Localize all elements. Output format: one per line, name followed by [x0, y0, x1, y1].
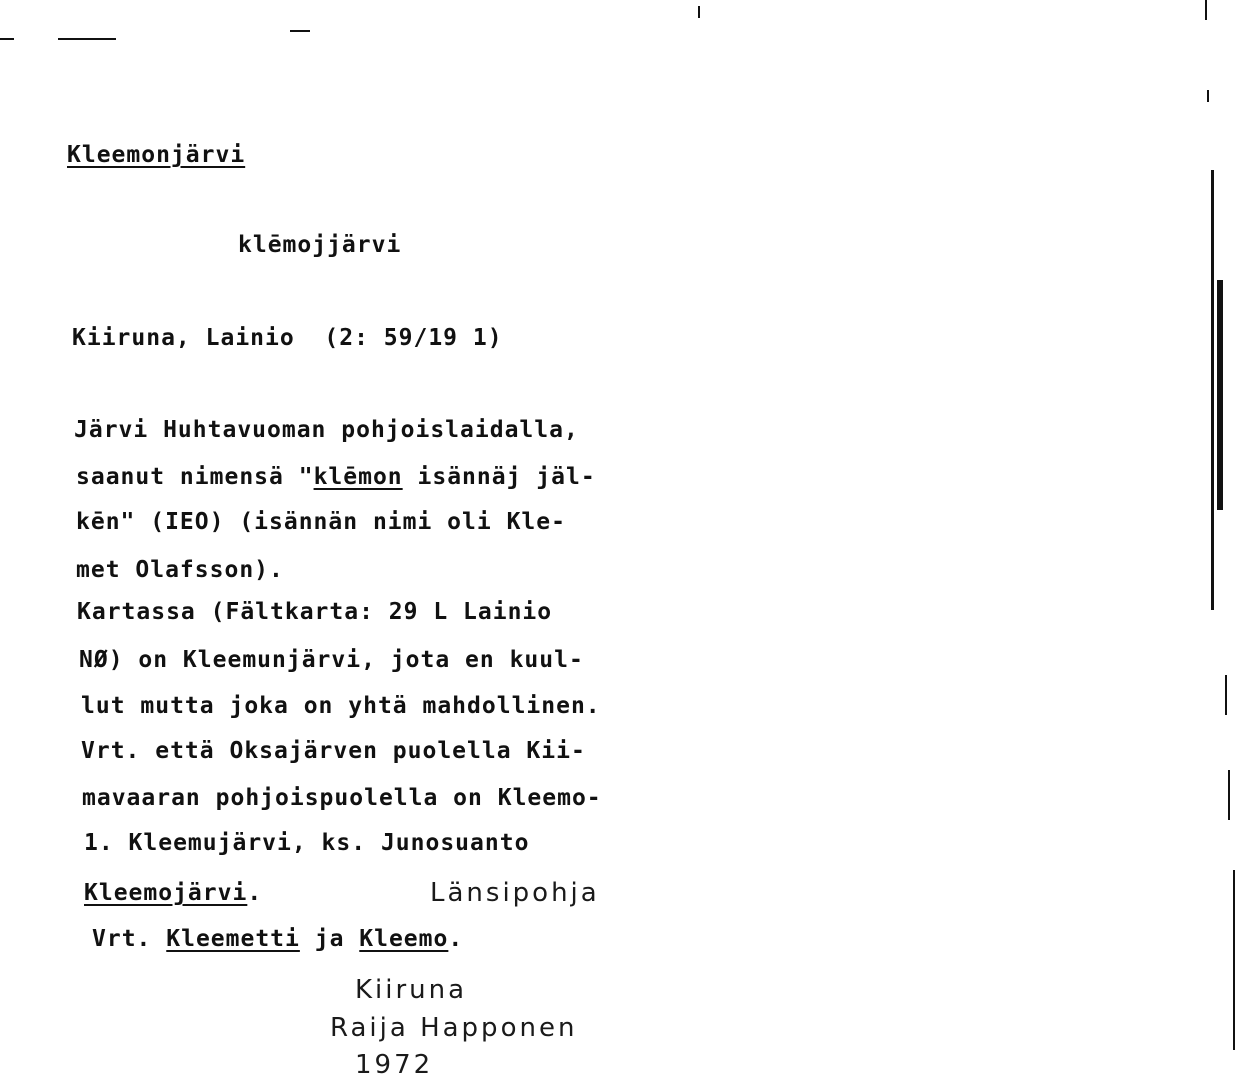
- reference-word-2: Kleemo: [359, 926, 449, 952]
- reference-word: Kleemojärvi: [84, 880, 248, 906]
- body-line-7: lut mutta joka on yhtä mahdollinen.: [81, 693, 601, 719]
- scan-top-dash-3: [290, 30, 310, 32]
- place-stamp: Kiiruna: [355, 975, 468, 1005]
- body-line-1: Järvi Huhtavuoman pohjoislaidalla,: [74, 417, 579, 443]
- underlined-word: klēmon: [313, 464, 403, 490]
- scan-edge-line: [1211, 170, 1214, 610]
- scan-top-tick: [698, 6, 700, 18]
- collector-stamp: Raija Happonen: [330, 1013, 578, 1043]
- scan-edge-tick-1: [1205, 0, 1207, 20]
- scan-top-dash-1: [0, 38, 14, 40]
- reference-dot: .: [247, 880, 263, 906]
- body-line-2-start: saanut nimensä ": [76, 464, 314, 490]
- phonetic-form: klēmojjärvi: [238, 232, 402, 258]
- scan-edge-tick-2: [1207, 90, 1209, 102]
- reference-conjunction: ja: [299, 926, 360, 952]
- year-stamp: 1972: [355, 1050, 434, 1080]
- location-line: Kiiruna, Lainio (2: 59/19 1): [72, 325, 503, 351]
- body-line-3: kēn" (IEO) (isännän nimi oli Kle-: [76, 509, 566, 535]
- reference-line-1: [84, 879, 262, 907]
- scan-edge-tick-3: [1225, 675, 1227, 715]
- region-stamp: Länsipohja: [430, 878, 600, 908]
- body-line-6: NØ) on Kleemunjärvi, jota en kuul-: [79, 647, 584, 673]
- reference-end-dot: .: [448, 926, 464, 952]
- heading: Kleemonjärvi: [67, 142, 246, 168]
- reference-word-1: Kleemetti: [166, 926, 300, 952]
- body-line-9: mavaaran pohjoispuolella on Kleemo-: [82, 785, 602, 811]
- body-line-2-end: isännäj jäl-: [402, 464, 596, 490]
- body-line-5: Kartassa (Fältkarta: 29 L Lainio: [77, 599, 553, 625]
- body-line-10: 1. Kleemujärvi, ks. Junosuanto: [84, 830, 530, 856]
- scan-edge-tick-5: [1233, 870, 1235, 1050]
- scan-top-dash-2: [58, 38, 116, 40]
- reference-line-2: [92, 925, 463, 953]
- scan-edge-shadow: [1217, 280, 1223, 510]
- body-line-8: Vrt. että Oksajärven puolella Kii-: [81, 738, 586, 764]
- body-line-2: [76, 463, 596, 491]
- scan-edge-tick-4: [1228, 770, 1230, 820]
- body-line-4: met Olafsson).: [76, 557, 284, 583]
- reference-prefix: Vrt.: [92, 926, 167, 952]
